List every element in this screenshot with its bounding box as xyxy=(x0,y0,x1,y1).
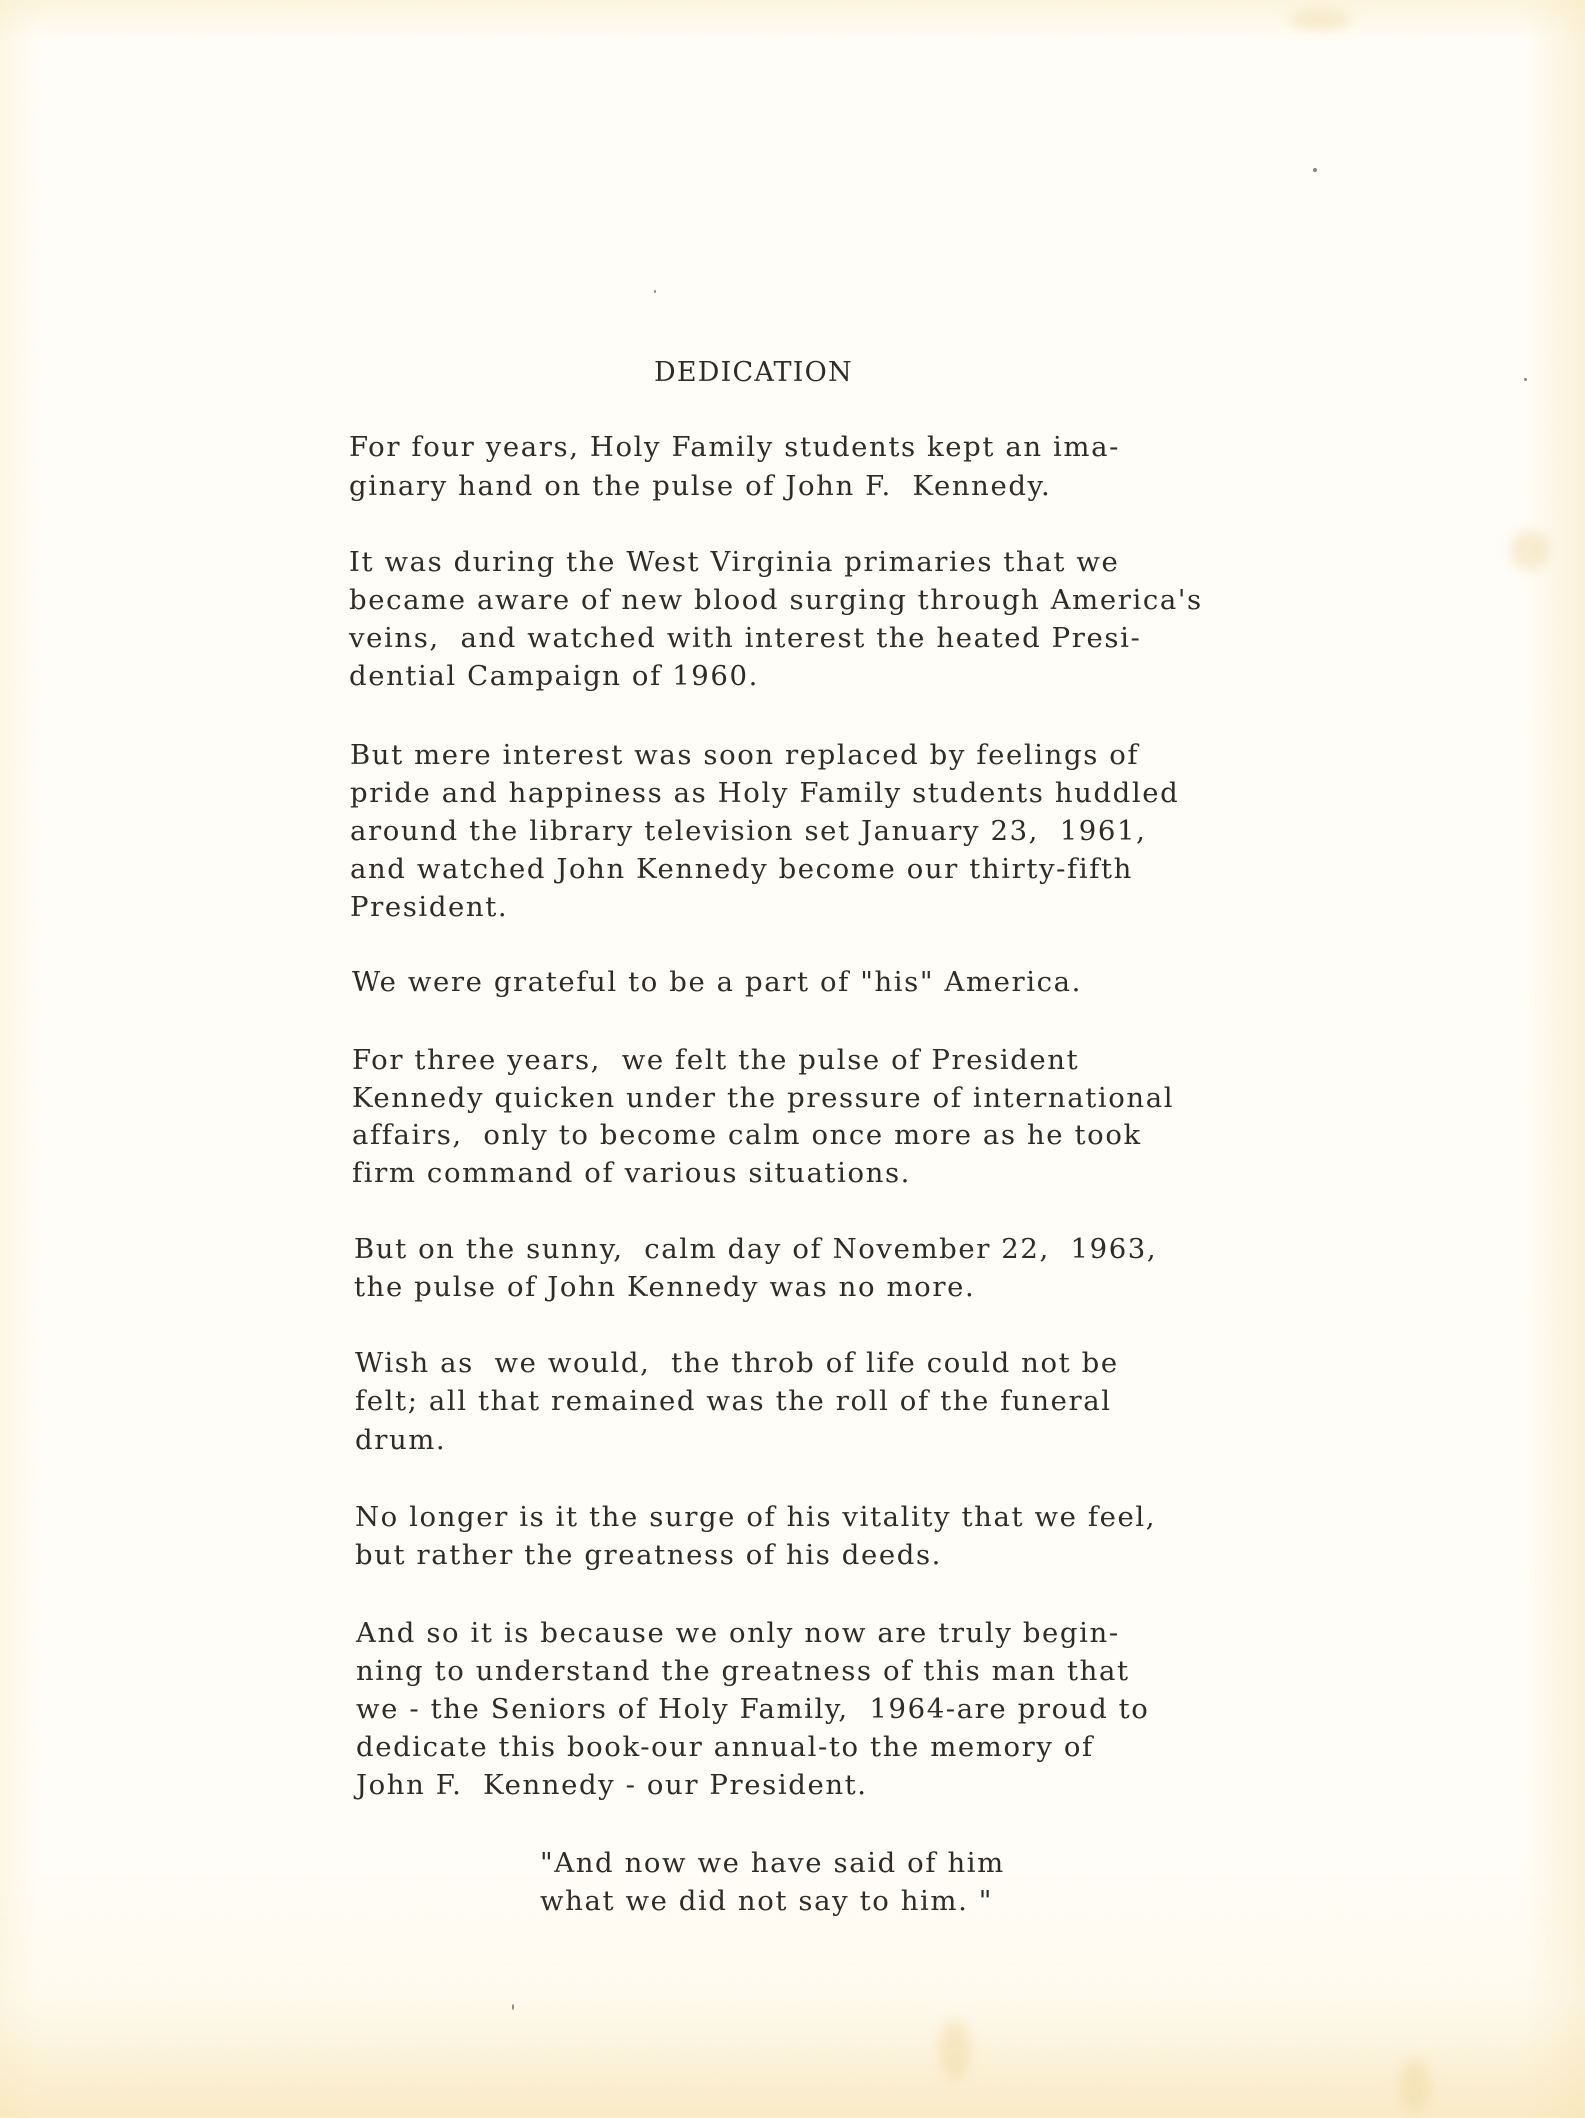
paragraph-line: we - the Seniors of Holy Family, 1964-are proud to xyxy=(356,1693,1150,1725)
paragraph-line: It was during the West Virginia primaries that we xyxy=(349,546,1120,578)
paragraph-line: felt; all that remained was the roll of the funeral xyxy=(355,1385,1112,1417)
paragraph-line: But mere interest was soon replaced by feelings of xyxy=(350,739,1140,771)
paragraph-line: drum. xyxy=(355,1424,447,1456)
closing-quote-line: what we did not say to him. " xyxy=(540,1885,994,1917)
paragraph-line: around the library television set January 23, 1961, xyxy=(350,815,1147,847)
paragraph-line: firm command of various situations. xyxy=(352,1157,912,1189)
closing-quote-line: "And now we have said of him xyxy=(540,1847,1005,1879)
paper-stain xyxy=(1510,530,1550,570)
page-title: DEDICATION xyxy=(654,357,853,388)
paragraph-line: and watched John Kennedy become our thirty-fifth xyxy=(350,853,1133,885)
paragraph-line: ginary hand on the pulse of John F. Kennedy. xyxy=(349,470,1052,502)
paragraph-line: Wish as we would, the throb of life could not be xyxy=(355,1347,1119,1379)
paper-stain xyxy=(1290,10,1350,30)
paragraph-line: For four years, Holy Family students kept an ima- xyxy=(349,431,1120,463)
paragraph-line: dential Campaign of 1960. xyxy=(349,660,759,692)
paper-stain xyxy=(1400,2060,1430,2110)
paragraph-line: No longer is it the surge of his vitality that we feel, xyxy=(355,1501,1157,1533)
paper-speck xyxy=(1524,378,1527,381)
paragraph-line: became aware of new blood surging through America's xyxy=(349,584,1203,616)
paragraph-line: but rather the greatness of his deeds. xyxy=(355,1539,943,1571)
paragraph-line: Kennedy quicken under the pressure of international xyxy=(352,1082,1175,1114)
paper-speck xyxy=(512,2004,514,2010)
paragraph-line: pride and happiness as Holy Family students huddled xyxy=(350,777,1180,809)
paragraph-line: But on the sunny, calm day of November 22, 1963, xyxy=(354,1233,1158,1265)
paper-speck xyxy=(654,290,656,293)
paragraph-line: dedicate this book-our annual-to the memory of xyxy=(356,1731,1094,1763)
paragraph-line: veins, and watched with interest the heated Presi- xyxy=(349,622,1142,654)
paragraph-line: For three years, we felt the pulse of President xyxy=(352,1044,1080,1076)
paragraph-line: John F. Kennedy - our President. xyxy=(356,1769,868,1801)
paragraph-line: affairs, only to become calm once more as he took xyxy=(352,1119,1142,1151)
paragraph-line: We were grateful to be a part of "his" America. xyxy=(352,966,1082,998)
paragraph-line: the pulse of John Kennedy was no more. xyxy=(354,1271,976,1303)
paragraph-line: ning to understand the greatness of this man that xyxy=(356,1655,1130,1687)
paper-speck xyxy=(1313,168,1317,172)
paragraph-line: And so it is because we only now are truly begin- xyxy=(356,1617,1120,1649)
paragraph-line: President. xyxy=(350,891,509,923)
paper-stain xyxy=(940,2020,970,2080)
